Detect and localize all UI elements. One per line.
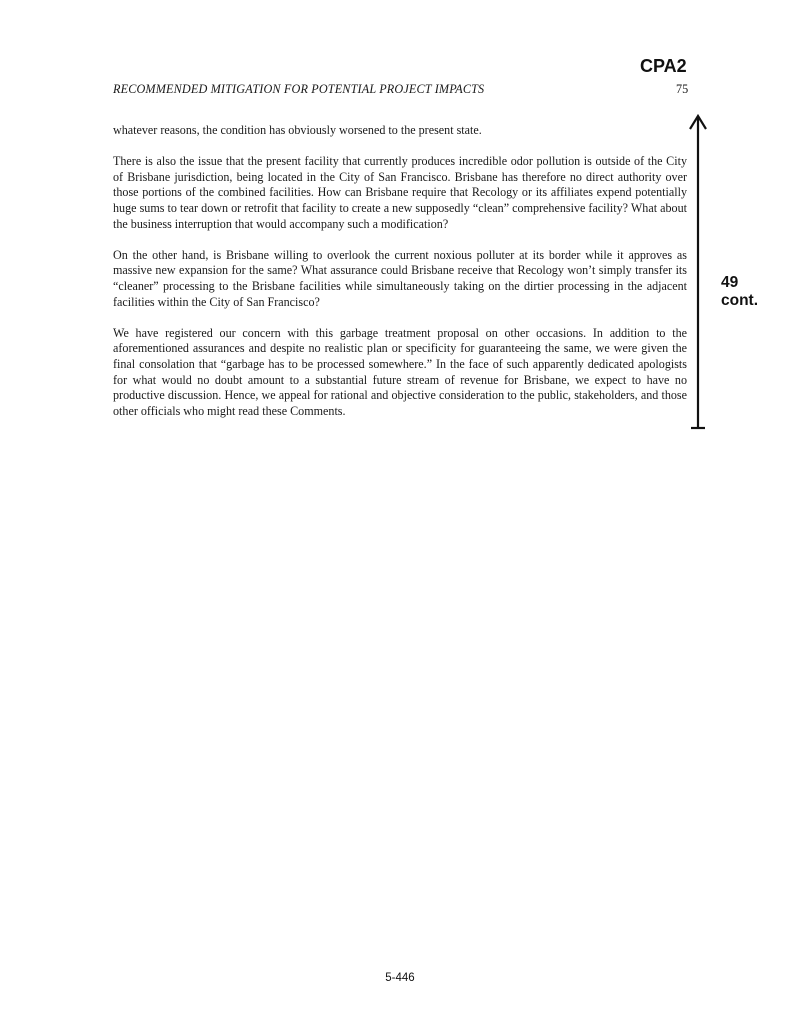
comment-number-note [721,274,758,310]
footer-page-label: 5-446 [385,972,415,984]
document-body [113,123,687,435]
paragraph: There is also the issue that the present facility that currently produces incredible odor pollution is outside of the City of Brisbane jurisdiction, being located in the City of San Francisco. Brisbane has therefore no direct authority over those portions of the combined facilities. How can Brisbane require that Recology or its affiliates expend potentially huge sums to tear down or retrofit that facility to create a new supposedly “clean” comprehensive facility? What about the business interruption that would accompany such a modification? [113,154,687,231]
comment-bracket-arrow [686,112,710,434]
paragraph: whatever reasons, the condition has obviously worsened to the present state. [113,123,482,137]
page-number: 75 [676,82,689,96]
running-head: RECOMMENDED MITIGATION FOR POTENTIAL PROJECT IMPACTS [113,82,485,96]
comment-continued: cont. [721,292,759,309]
paragraph: On the other hand, is Brisbane willing to overlook the current noxious polluter at its border while it approves as massive new expansion for the same? What assurance could Brisbane receive that Recology won’t simply transfer its “cleaner” processing to the Brisbane facilities while simultaneously taking on the dirtier processing in the adjacent facilities within the City of San Francisco? [113,247,687,309]
comment-number: 49 [721,274,739,291]
paragraph: We have registered our concern with this garbage treatment proposal on other occasions. In addition to the aforementioned assurances and despite no realistic plan or specificity for guaranteeing the same, we were given the final consolation that “garbage has to be processed somewhere.” In the face of such apparently dedicated apologists for what would no doubt amount to a substantial future stream of revenue for Brisbane, we expect to have no productive discussion. Hence, we appeal for rational and objective consideration to the public, stakeholders, and those other officials who might read these Comments. [113,325,687,418]
comment-code-label: CPA2 [640,56,687,76]
